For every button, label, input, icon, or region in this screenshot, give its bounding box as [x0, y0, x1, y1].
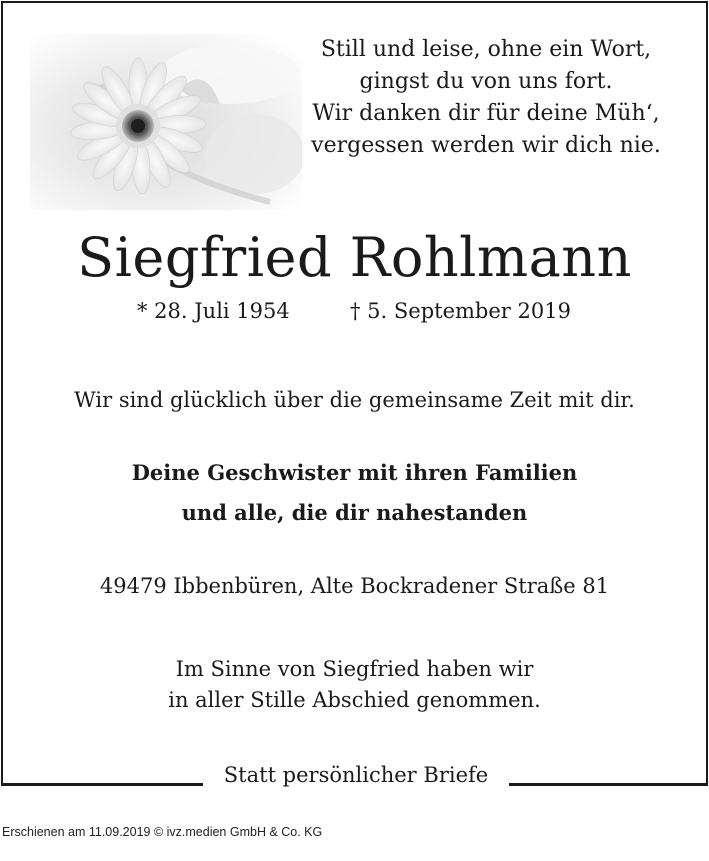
- birth-date: * 28. Juli 1954: [137, 299, 290, 323]
- poem-line: Still und leise, ohne ein Wort,: [320, 37, 652, 62]
- publication-credit: Erschienen am 11.09.2019 © ivz.medien GmbH & Co. KG: [2, 825, 323, 839]
- address: 49479 Ibbenbüren, Alte Bockradener Straße 81: [99, 574, 610, 598]
- poem-line: vergessen werden wir dich nie.: [311, 133, 661, 158]
- notice-line: in aller Stille Abschied genommen.: [168, 688, 541, 712]
- mourners-line: und alle, die dir nahestanden: [181, 500, 528, 525]
- bottom-rule-left: [1, 783, 203, 786]
- footer-note: Statt persönlicher Briefe: [223, 763, 489, 787]
- notice-line: Im Sinne von Siegfried haben wir: [175, 657, 534, 681]
- farewell-notice: [0, 654, 709, 716]
- poem: [300, 34, 672, 162]
- bottom-rule-right: [509, 783, 708, 786]
- death-date: † 5. September 2019: [350, 299, 571, 323]
- mourners: [0, 453, 709, 533]
- poem-line: gingst du von uns fort.: [359, 69, 613, 94]
- mourners-line: Deine Geschwister mit ihren Familien: [131, 460, 578, 485]
- gerbera-flower-icon: [30, 34, 302, 210]
- poem-line: Wir danken dir für deine Müh‘,: [312, 101, 660, 126]
- deceased-name: Siegfried Rohlmann: [77, 226, 632, 289]
- remembrance-quote: Wir sind glücklich über die gemeinsame Zeit mit dir.: [74, 388, 635, 412]
